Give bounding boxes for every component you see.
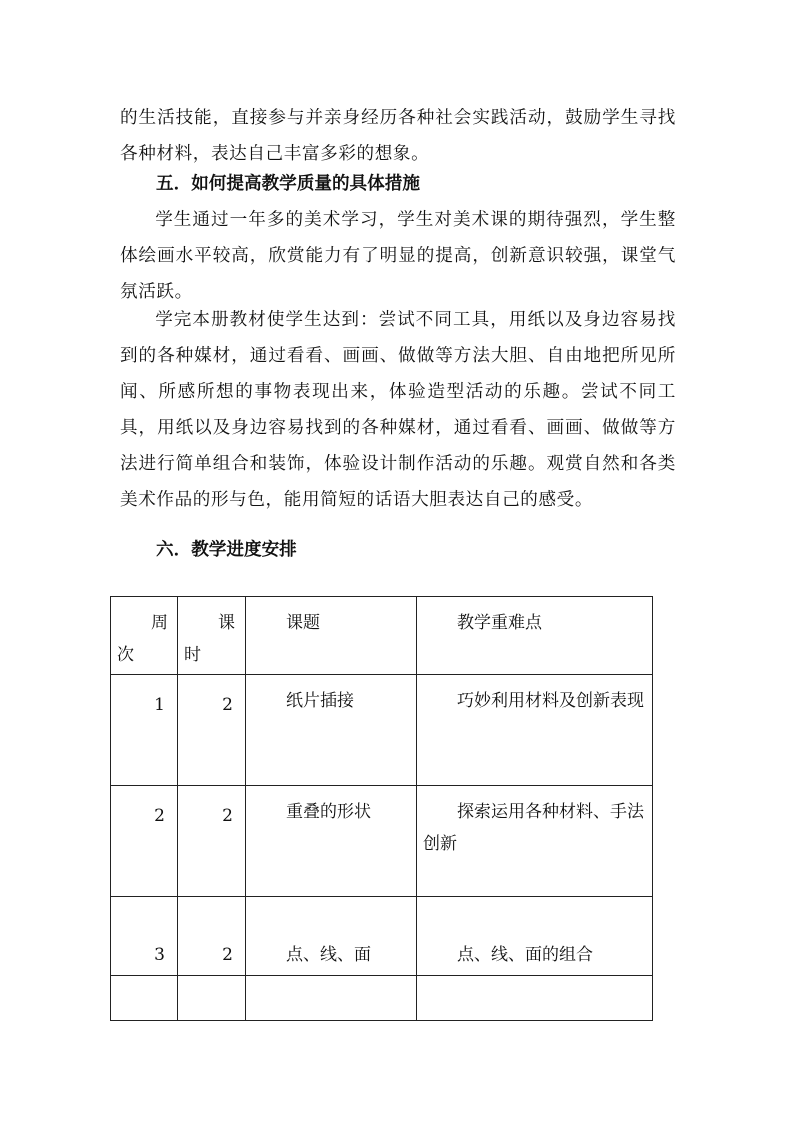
header-topic: 课题: [246, 597, 417, 675]
header-focus: 教学重难点: [417, 597, 653, 675]
header-week: 周次: [111, 597, 178, 675]
schedule-table: [110, 596, 653, 1021]
table-row: 1 2 纸片插接 巧妙利用材料及创新表现: [111, 675, 653, 786]
header-hours: 课时: [178, 597, 246, 675]
section-heading-6: 六．教学进度安排: [156, 540, 297, 560]
section-heading-5: 五．如何提高教学质量的具体措施: [156, 174, 420, 194]
table-row: [111, 976, 653, 1021]
paragraph-teaching-goals: 学完本册教材使学生达到：尝试不同工具，用纸以及身边容易找到的各种媒材，通过看看、画画、做做等方法大胆、自由地把所见所闻、所感所想的事物表现出来，体验造型活动的乐趣。尝试不同工具，用纸以及身边容易找到的各种媒材，通过看看、画画、做做等方法进行简单组合和装饰，体验设计制作活动的乐趣。观赏自然和各类美术作品的形与色，能用简短的话语大胆表达自己的感受。: [120, 310, 676, 510]
paragraph-student-status: 学生通过一年多的美术学习，学生对美术课的期待强烈，学生整体绘画水平较高，欣赏能力有了明显的提高，创新意识较强，课堂气氛活跃。: [120, 210, 676, 302]
table-row: 2 2 重叠的形状 探索运用各种材料、手法创新: [111, 786, 653, 897]
paragraph-life-skills: 的生活技能，直接参与并亲身经历各种社会实践活动，鼓励学生寻找各种材料，表达自己丰富多彩的想象。: [120, 108, 676, 164]
table-row: 3 2 点、线、面 点、线、面的组合: [111, 897, 653, 976]
table-header-row: [111, 597, 653, 675]
